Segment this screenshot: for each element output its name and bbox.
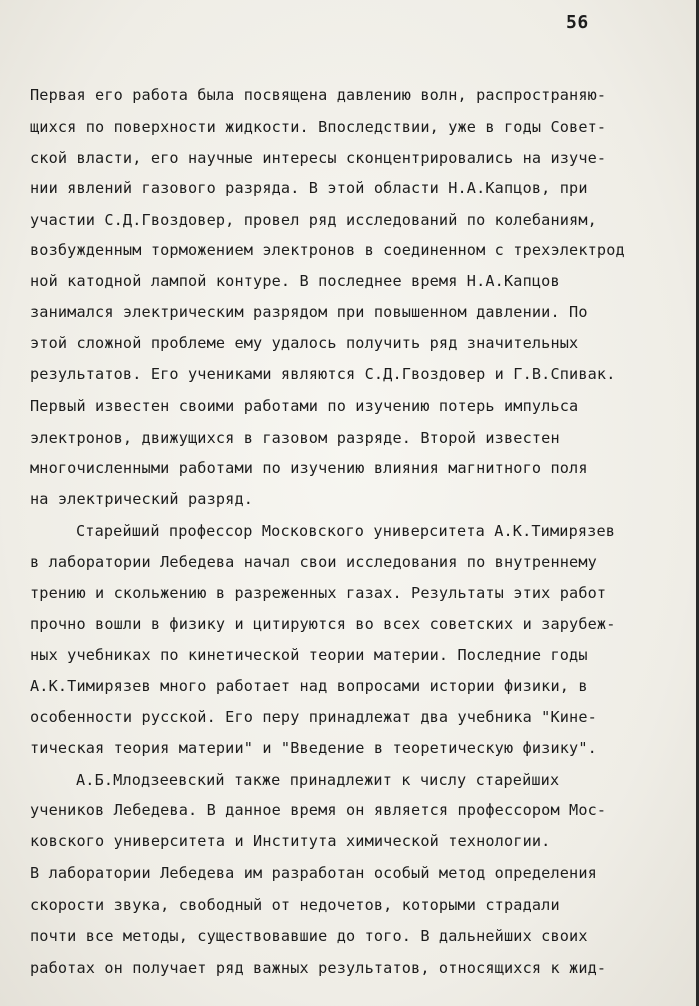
text-line: ковского университета и Института химической технологии. xyxy=(30,832,551,850)
text-line: в лаборатории Лебедева начал свои исследования по внутреннему xyxy=(30,553,597,571)
text-line: ных учебниках по кинетической теории материи. Последние годы xyxy=(30,646,588,664)
text-line: занимался электрическим разрядом при повышенном давлении. По xyxy=(30,303,588,321)
text-line: А.К.Тимирязев много работает над вопросами истории физики, в xyxy=(30,677,588,695)
text-line: результатов. Его учениками являются С.Д.Гвоздовер и Г.В.Спивак. xyxy=(30,365,616,383)
text-line: щихся по поверхности жидкости. Впоследствии, уже в годы Совет- xyxy=(30,118,607,136)
text-line: многочисленными работами по изучению влияния магнитного поля xyxy=(30,459,588,477)
text-line: трению и скольжению в разреженных газах. Результаты этих работ xyxy=(30,584,607,602)
text-line: на электрический разряд. xyxy=(30,490,254,508)
text-line: участии С.Д.Гвоздовер, провел ряд исследований по колебаниям, xyxy=(30,211,597,229)
text-line: Первая его работа была посвящена давлению волн, распространяю- xyxy=(30,86,607,104)
text-line: почти все методы, существовавшие до того. В дальнейших своих xyxy=(30,927,588,945)
text-line: этой сложной проблеме ему удалось получить ряд значительных xyxy=(30,334,579,352)
text-line: ной катодной лампой контуре. В последнее время Н.А.Капцов xyxy=(30,272,560,290)
text-line: учеников Лебедева. В данное время он является профессором Мос- xyxy=(30,801,607,819)
text-line: скорости звука, свободный от недочетов, которыми страдали xyxy=(30,896,560,914)
text-line: Старейший профессор Московского университета А.К.Тимирязев xyxy=(76,522,616,540)
text-line: работах он получает ряд важных результатов, относящихся к жид- xyxy=(30,959,607,977)
text-line: А.Б.Млодзеевский также принадлежит к числу старейших xyxy=(76,771,560,789)
text-line: В лаборатории Лебедева им разработан особый метод определения xyxy=(30,864,597,882)
text-line: прочно вошли в физику и цитируются во всех советских и зарубеж- xyxy=(30,615,616,633)
text-line: ской власти, его научные интересы сконцентрировались на изуче- xyxy=(30,149,607,167)
text-line: особенности русской. Его перу принадлежат два учебника "Кине- xyxy=(30,708,597,726)
text-line: электронов, движущихся в газовом разряде. Второй известен xyxy=(30,429,560,447)
text-line: нии явлений газового разряда. В этой области Н.А.Капцов, при xyxy=(30,179,588,197)
text-line: Первый известен своими работами по изучению потерь импульса xyxy=(30,397,579,415)
text-line: тическая теория материи" и "Введение в теоретическую физику". xyxy=(30,739,597,757)
page-number: 56 xyxy=(566,12,589,33)
text-line: возбужденным торможением электронов в соединенном с трехэлектрод xyxy=(30,241,625,259)
